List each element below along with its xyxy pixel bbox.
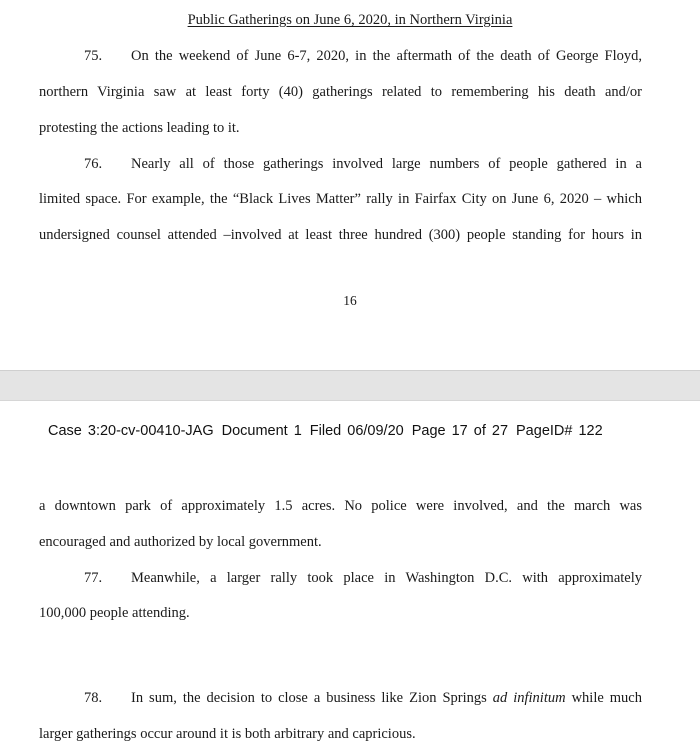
paragraph-76-line-1 <box>39 155 642 173</box>
paragraph-76-line-2: limited space. For example, the “Black Lives Matter” rally in Fairfax City on June 6, 2020 – which <box>39 191 642 207</box>
page-separator <box>0 370 700 401</box>
paragraph-76-line-3: undersigned counsel attended –involved at least three hundred (300) people standing for hours in <box>39 227 642 243</box>
paragraph-text: In sum, the decision to close a business like Zion Springs <box>131 690 493 706</box>
paragraph-number: 75. <box>84 48 103 64</box>
paragraph-75-line-2: northern Virginia saw at least forty (40) gatherings related to remembering his death and/or <box>39 84 642 100</box>
paragraph-text: On the weekend of June 6-7, 2020, in the aftermath of the death of George Floyd, <box>131 48 642 64</box>
page-id: PageID# 122 <box>516 423 603 439</box>
filed-date: Filed 06/09/20 <box>309 423 404 439</box>
paragraph-78-line-2: larger gatherings occur around it is both arbitrary and capricious. <box>39 726 416 742</box>
paragraph-number: 78. <box>84 690 103 706</box>
case-header <box>48 423 611 439</box>
paragraph-number: 76. <box>84 156 103 172</box>
paragraph-text: Meanwhile, a larger rally took place in Washington D.C. with approximately <box>131 570 642 586</box>
document-number: Document 1 <box>221 423 302 439</box>
page-number: 16 <box>343 293 357 308</box>
paragraph-text: while much <box>565 690 642 706</box>
section-heading: Public Gatherings on June 6, 2020, in Northern Virginia <box>187 12 513 28</box>
paragraph-text: Nearly all of those gatherings involved large numbers of people gathered in a <box>131 156 642 172</box>
italic-phrase: ad infinitum <box>492 690 566 706</box>
paragraph-77-line-1 <box>39 569 642 587</box>
paragraph-number: 77. <box>84 570 103 586</box>
page-count: Page 17 of 27 <box>411 423 509 439</box>
paragraph-76-cont-line-1: a downtown park of approximately 1.5 acres. No police were involved, and the march was <box>39 498 642 514</box>
paragraph-76-cont-line-2: encouraged and authorized by local government. <box>39 534 322 550</box>
paragraph-77-line-2: 100,000 people attending. <box>39 605 190 621</box>
paragraph-75-line-3: protesting the actions leading to it. <box>39 120 240 136</box>
paragraph-75-line-1 <box>39 47 642 65</box>
paragraph-78-line-1 <box>39 689 642 707</box>
case-number: Case 3:20-cv-00410-JAG <box>48 423 214 439</box>
